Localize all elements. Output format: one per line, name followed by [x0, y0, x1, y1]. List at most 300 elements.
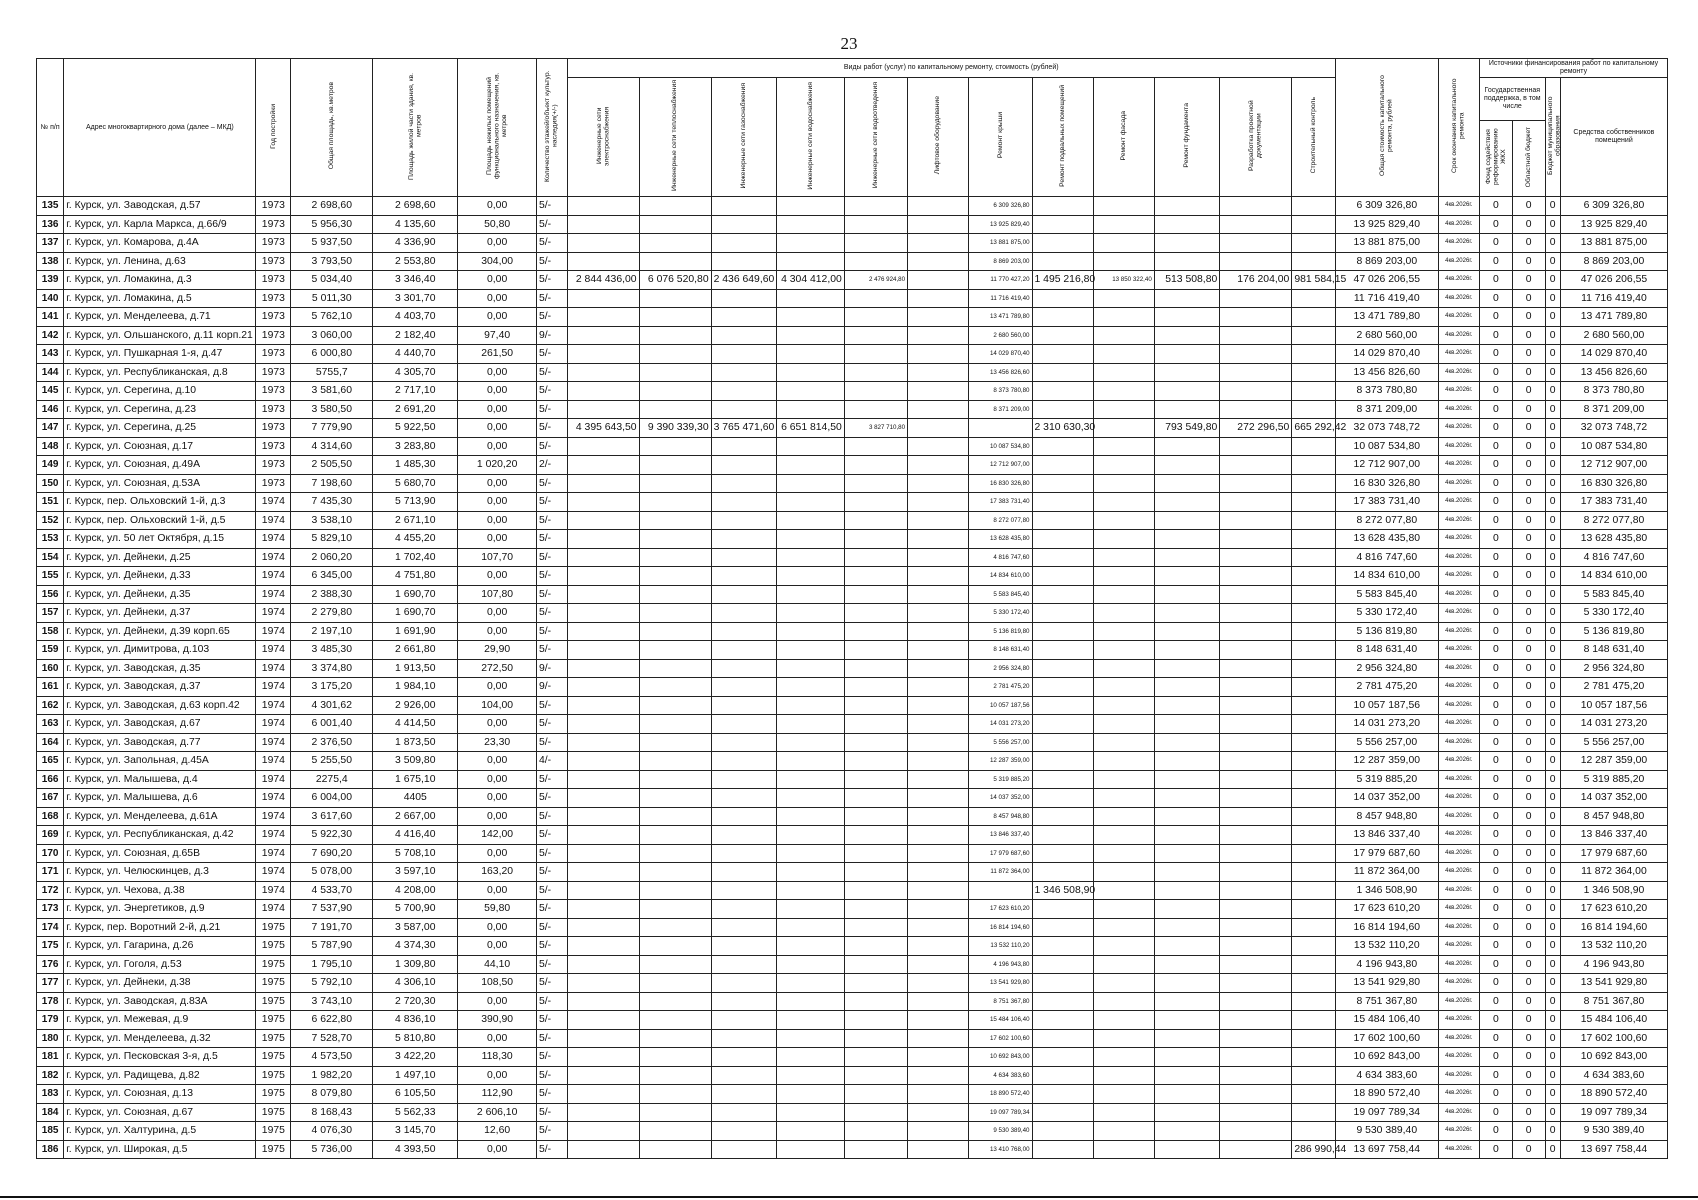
cell-rf: 17 979 687,60: [969, 844, 1032, 863]
cell-n: 149: [37, 456, 64, 475]
cell-na: 0,00: [458, 493, 537, 512]
table-row: [37, 1066, 1668, 1085]
cell-sw: [844, 715, 907, 734]
cell-fd: [1154, 382, 1220, 401]
table-row: [37, 363, 1668, 382]
cell-rf: 13 846 337,40: [969, 826, 1032, 845]
cell-sw: [844, 308, 907, 327]
cell-fc: [1093, 789, 1154, 808]
cell-dl: 4кв.2026г.: [1438, 641, 1479, 660]
table-row: [37, 937, 1668, 956]
cell-rf: 5 556 257,00: [969, 733, 1032, 752]
cell-pd: [1220, 641, 1292, 660]
cell-rf: 13 471 789,80: [969, 308, 1032, 327]
cell-el: 2 844 436,00: [567, 271, 639, 290]
cell-sw: [844, 197, 907, 216]
cell-n: 182: [37, 1066, 64, 1085]
cell-dl: 4кв.2026г.: [1438, 789, 1479, 808]
cell-ta: 3 175,20: [291, 678, 373, 697]
cell-rf: 8 869 203,00: [969, 252, 1032, 271]
cell-ws: [777, 696, 845, 715]
cell-pd: [1220, 1140, 1292, 1159]
cell-addr: г. Курск, пер. Воротний 2-й, д.21: [64, 918, 256, 937]
cell-ws: [777, 382, 845, 401]
cell-year: 1974: [256, 622, 291, 641]
cell-own: 4 196 943,80: [1560, 955, 1667, 974]
cell-f1: 0: [1480, 252, 1513, 271]
cell-el: [567, 974, 639, 993]
cell-pd: [1220, 900, 1292, 919]
table-row: [37, 863, 1668, 882]
cell-gs: [711, 197, 777, 216]
cell-la: 2 553,80: [373, 252, 458, 271]
cell-f2: 0: [1512, 567, 1545, 586]
cell-ta: 5755,7: [291, 363, 373, 382]
cell-f1: 0: [1480, 234, 1513, 253]
cell-dl: 4кв.2026г.: [1438, 437, 1479, 456]
cell-na: 0,00: [458, 530, 537, 549]
cell-sc: [1292, 733, 1336, 752]
cell-fd: [1154, 807, 1220, 826]
cell-f2: 0: [1512, 419, 1545, 438]
table-row: [37, 770, 1668, 789]
cell-dl: 4кв.2026г.: [1438, 363, 1479, 382]
cell-ws: [777, 1066, 845, 1085]
cell-rf: 5 583 845,40: [969, 585, 1032, 604]
cell-lf: [908, 715, 969, 734]
cell-sw: [844, 1122, 907, 1141]
cell-dl: 4кв.2026г.: [1438, 197, 1479, 216]
cell-sc: 981 584,15: [1292, 271, 1336, 290]
col-header-control: Строительный контроль: [1292, 78, 1336, 197]
cell-sw: [844, 1140, 907, 1159]
table-row: [37, 659, 1668, 678]
cell-ht: [639, 807, 711, 826]
cell-f3: 0: [1545, 437, 1560, 456]
cell-sc: [1292, 437, 1336, 456]
cell-addr: г. Курск, ул. Союзная, д.13: [64, 1085, 256, 1104]
cell-f1: 0: [1480, 1066, 1513, 1085]
cell-fl: 9/-: [536, 678, 567, 697]
cell-f1: 0: [1480, 456, 1513, 475]
cell-fc: [1093, 715, 1154, 734]
cell-sw: [844, 918, 907, 937]
cell-gs: [711, 715, 777, 734]
cell-ws: [777, 678, 845, 697]
cell-fl: 5/-: [536, 271, 567, 290]
cell-pd: [1220, 548, 1292, 567]
cell-f3: 0: [1545, 1140, 1560, 1159]
cell-sw: [844, 900, 907, 919]
cell-el: [567, 678, 639, 697]
cell-sc: [1292, 789, 1336, 808]
cell-el: [567, 1103, 639, 1122]
cell-fl: 5/-: [536, 900, 567, 919]
cell-addr: г. Курск, ул. Челюскинцев, д.3: [64, 863, 256, 882]
cell-f2: 0: [1512, 659, 1545, 678]
cell-own: 9 530 389,40: [1560, 1122, 1667, 1141]
cell-ht: [639, 400, 711, 419]
cell-tot: 10 057 187,56: [1335, 696, 1438, 715]
cell-tot: 12 287 359,00: [1335, 752, 1438, 771]
cell-addr: г. Курск, ул. Союзная, д.65В: [64, 844, 256, 863]
cell-sc: [1292, 881, 1336, 900]
cell-ta: 2 279,80: [291, 604, 373, 623]
cell-ht: [639, 585, 711, 604]
cell-ta: 2 698,60: [291, 197, 373, 216]
cell-sc: [1292, 641, 1336, 660]
cell-dl: 4кв.2026г.: [1438, 289, 1479, 308]
cell-la: 4 416,40: [373, 826, 458, 845]
cell-bs: [1032, 696, 1093, 715]
cell-gs: [711, 918, 777, 937]
cell-lf: [908, 789, 969, 808]
cell-addr: г. Курск, ул. Комарова, д.4А: [64, 234, 256, 253]
cell-gs: [711, 900, 777, 919]
cell-sc: [1292, 937, 1336, 956]
cell-f1: 0: [1480, 400, 1513, 419]
cell-la: 3 422,20: [373, 1048, 458, 1067]
cell-fc: [1093, 844, 1154, 863]
cell-lf: [908, 622, 969, 641]
cell-year: 1975: [256, 937, 291, 956]
cell-year: 1974: [256, 863, 291, 882]
cell-gs: [711, 289, 777, 308]
cell-rf: 14 037 352,00: [969, 789, 1032, 808]
cell-ht: [639, 622, 711, 641]
cell-bs: [1032, 807, 1093, 826]
cell-year: 1974: [256, 733, 291, 752]
cell-ws: [777, 1011, 845, 1030]
cell-own: 2 956 324,80: [1560, 659, 1667, 678]
cell-rf: 11 872 364,00: [969, 863, 1032, 882]
cell-addr: г. Курск, ул. Запольная, д.45А: [64, 752, 256, 771]
cell-addr: г. Курск, ул. Серегина, д.10: [64, 382, 256, 401]
cell-fl: 5/-: [536, 641, 567, 660]
cell-n: 170: [37, 844, 64, 863]
cell-dl: 4кв.2026г.: [1438, 937, 1479, 956]
cell-sw: [844, 530, 907, 549]
cell-rf: 13 881 875,00: [969, 234, 1032, 253]
cell-f3: 0: [1545, 715, 1560, 734]
cell-n: 148: [37, 437, 64, 456]
table-row: [37, 197, 1668, 216]
cell-year: 1975: [256, 1103, 291, 1122]
cell-year: 1975: [256, 1029, 291, 1048]
cell-fd: [1154, 493, 1220, 512]
cell-el: [567, 659, 639, 678]
cell-ta: 2 060,20: [291, 548, 373, 567]
cell-ta: 3 743,10: [291, 992, 373, 1011]
cell-f2: 0: [1512, 918, 1545, 937]
cell-bs: [1032, 622, 1093, 641]
cell-ta: 6 001,40: [291, 715, 373, 734]
cell-own: 14 029 870,40: [1560, 345, 1667, 364]
cell-gs: [711, 548, 777, 567]
cell-fc: [1093, 937, 1154, 956]
col-header-design: Разработка проектной документации: [1220, 78, 1292, 197]
cell-n: 145: [37, 382, 64, 401]
cell-f2: 0: [1512, 844, 1545, 863]
cell-fd: [1154, 400, 1220, 419]
cell-year: 1975: [256, 1085, 291, 1104]
cell-rf: 4 816 747,60: [969, 548, 1032, 567]
cell-fl: 5/-: [536, 789, 567, 808]
cell-lf: [908, 807, 969, 826]
cell-bs: [1032, 715, 1093, 734]
cell-f2: 0: [1512, 641, 1545, 660]
cell-f3: 0: [1545, 752, 1560, 771]
cell-f3: 0: [1545, 511, 1560, 530]
cell-la: 5 680,70: [373, 474, 458, 493]
cell-rf: 14 029 870,40: [969, 345, 1032, 364]
cell-gs: [711, 844, 777, 863]
cell-na: 0,00: [458, 363, 537, 382]
cell-na: 0,00: [458, 881, 537, 900]
cell-ta: 4 573,50: [291, 1048, 373, 1067]
cell-addr: г. Курск, ул. Союзная, д.67: [64, 1103, 256, 1122]
cell-pd: [1220, 511, 1292, 530]
cell-ws: [777, 474, 845, 493]
cell-na: 112,90: [458, 1085, 537, 1104]
cell-dl: 4кв.2026г.: [1438, 1048, 1479, 1067]
cell-rf: 17 623 610,20: [969, 900, 1032, 919]
cell-bs: [1032, 641, 1093, 660]
cell-la: 2 691,20: [373, 400, 458, 419]
cell-sc: [1292, 604, 1336, 623]
cell-gs: [711, 752, 777, 771]
cell-tot: 5 583 845,40: [1335, 585, 1438, 604]
cell-la: 1 873,50: [373, 733, 458, 752]
cell-dl: 4кв.2026г.: [1438, 678, 1479, 697]
cell-tot: 12 712 907,00: [1335, 456, 1438, 475]
cell-na: 261,50: [458, 345, 537, 364]
cell-na: 0,00: [458, 918, 537, 937]
table-row: [37, 1122, 1668, 1141]
cell-fl: 5/-: [536, 234, 567, 253]
cell-fl: 5/-: [536, 493, 567, 512]
cell-f1: 0: [1480, 493, 1513, 512]
cell-rf: 18 890 572,40: [969, 1085, 1032, 1104]
cell-ht: [639, 382, 711, 401]
cell-fd: 513 508,80: [1154, 271, 1220, 290]
table-row: [37, 715, 1668, 734]
cell-fd: [1154, 1066, 1220, 1085]
cell-f3: 0: [1545, 1048, 1560, 1067]
cell-fd: [1154, 548, 1220, 567]
cell-bs: [1032, 1048, 1093, 1067]
cell-lf: [908, 733, 969, 752]
cell-bs: [1032, 493, 1093, 512]
cell-na: 0,00: [458, 382, 537, 401]
cell-year: 1975: [256, 1011, 291, 1030]
cell-gs: [711, 382, 777, 401]
cell-lf: [908, 955, 969, 974]
cell-el: [567, 604, 639, 623]
cell-rf: 8 457 948,80: [969, 807, 1032, 826]
cell-ta: 4 533,70: [291, 881, 373, 900]
cell-na: 0,00: [458, 992, 537, 1011]
table-row: [37, 789, 1668, 808]
cell-sc: [1292, 1048, 1336, 1067]
cell-n: 139: [37, 271, 64, 290]
cell-na: 44,10: [458, 955, 537, 974]
cell-la: 4 336,90: [373, 234, 458, 253]
cell-sw: [844, 955, 907, 974]
cell-el: [567, 863, 639, 882]
cell-own: 8 373 780,80: [1560, 382, 1667, 401]
cell-pd: [1220, 1048, 1292, 1067]
cell-n: 146: [37, 400, 64, 419]
cell-ht: [639, 937, 711, 956]
cell-sc: 665 292,42: [1292, 419, 1336, 438]
cell-year: 1975: [256, 1066, 291, 1085]
cell-dl: 4кв.2026г.: [1438, 419, 1479, 438]
cell-el: [567, 215, 639, 234]
cell-addr: г. Курск, ул. Карла Маркса, д.66/9: [64, 215, 256, 234]
cell-f2: 0: [1512, 252, 1545, 271]
cell-sw: [844, 937, 907, 956]
cell-addr: г. Курск, ул. Дейнеки, д.35: [64, 585, 256, 604]
cell-fd: [1154, 826, 1220, 845]
cell-pd: [1220, 881, 1292, 900]
cell-tot: 14 834 610,00: [1335, 567, 1438, 586]
cell-sw: [844, 493, 907, 512]
cell-bs: [1032, 548, 1093, 567]
cell-na: 0,00: [458, 807, 537, 826]
cell-f1: 0: [1480, 955, 1513, 974]
cell-rf: 8 373 780,80: [969, 382, 1032, 401]
cell-fd: [1154, 234, 1220, 253]
cell-f3: 0: [1545, 400, 1560, 419]
cell-ta: 4 301,62: [291, 696, 373, 715]
cell-own: 11 872 364,00: [1560, 863, 1667, 882]
cell-pd: [1220, 863, 1292, 882]
cell-fl: 5/-: [536, 1011, 567, 1030]
cell-bs: [1032, 826, 1093, 845]
cell-pd: [1220, 585, 1292, 604]
cell-f1: 0: [1480, 918, 1513, 937]
cell-na: 2 606,10: [458, 1103, 537, 1122]
cell-f3: 0: [1545, 271, 1560, 290]
cell-sc: [1292, 234, 1336, 253]
cell-pd: [1220, 289, 1292, 308]
cell-f2: 0: [1512, 715, 1545, 734]
cell-rf: 12 287 359,00: [969, 752, 1032, 771]
cell-fc: [1093, 567, 1154, 586]
cell-fl: 2/-: [536, 456, 567, 475]
cell-lf: [908, 881, 969, 900]
table-row: [37, 345, 1668, 364]
cell-fd: [1154, 622, 1220, 641]
cell-gs: [711, 937, 777, 956]
cell-f1: 0: [1480, 659, 1513, 678]
cell-ht: [639, 252, 711, 271]
cell-lf: [908, 863, 969, 882]
cell-el: [567, 770, 639, 789]
cell-f2: 0: [1512, 955, 1545, 974]
cell-lf: [908, 678, 969, 697]
cell-tot: 5 319 885,20: [1335, 770, 1438, 789]
cell-year: 1974: [256, 789, 291, 808]
cell-gs: [711, 215, 777, 234]
cell-tot: 9 530 389,40: [1335, 1122, 1438, 1141]
cell-el: [567, 696, 639, 715]
cell-rf: 4 196 943,80: [969, 955, 1032, 974]
cell-gs: [711, 400, 777, 419]
cell-ht: [639, 1140, 711, 1159]
cell-ta: 5 762,10: [291, 308, 373, 327]
cell-ws: [777, 437, 845, 456]
cell-tot: 4 634 383,60: [1335, 1066, 1438, 1085]
cell-el: [567, 493, 639, 512]
cell-sc: [1292, 567, 1336, 586]
cell-fc: [1093, 456, 1154, 475]
cell-ta: 5 792,10: [291, 974, 373, 993]
cell-tot: 14 031 273,20: [1335, 715, 1438, 734]
cell-rf: 8 148 631,40: [969, 641, 1032, 660]
cell-la: 4 455,20: [373, 530, 458, 549]
cell-na: 0,00: [458, 437, 537, 456]
cell-na: 104,00: [458, 696, 537, 715]
cell-bs: [1032, 474, 1093, 493]
cell-addr: г. Курск, ул. Заводская, д.37: [64, 678, 256, 697]
cell-f3: 0: [1545, 1122, 1560, 1141]
cell-dl: 4кв.2026г.: [1438, 622, 1479, 641]
cell-rf: [969, 419, 1032, 438]
cell-f1: 0: [1480, 992, 1513, 1011]
cell-addr: г. Курск, ул. Дейнеки, д.33: [64, 567, 256, 586]
cell-pd: [1220, 937, 1292, 956]
cell-fl: 4/-: [536, 752, 567, 771]
cell-fd: [1154, 474, 1220, 493]
cell-f1: 0: [1480, 678, 1513, 697]
cell-n: 138: [37, 252, 64, 271]
cell-rf: 19 097 789,34: [969, 1103, 1032, 1122]
cell-addr: г. Курск, ул. Менделеева, д.61А: [64, 807, 256, 826]
cell-fd: [1154, 955, 1220, 974]
cell-year: 1974: [256, 567, 291, 586]
cell-fl: 5/-: [536, 567, 567, 586]
cell-ws: [777, 807, 845, 826]
cell-gs: [711, 955, 777, 974]
cell-rf: 16 830 326,80: [969, 474, 1032, 493]
cell-f3: 0: [1545, 844, 1560, 863]
cell-sw: [844, 863, 907, 882]
cell-ws: [777, 511, 845, 530]
cell-la: 1 309,80: [373, 955, 458, 974]
cell-sw: [844, 641, 907, 660]
cell-n: 164: [37, 733, 64, 752]
cell-tot: 11 716 419,40: [1335, 289, 1438, 308]
cell-addr: г. Курск, ул. 50 лет Октября, д.15: [64, 530, 256, 549]
cell-ht: [639, 326, 711, 345]
cell-fc: [1093, 992, 1154, 1011]
cell-na: 12,60: [458, 1122, 537, 1141]
cell-fc: [1093, 326, 1154, 345]
cell-bs: 1 495 216,80: [1032, 271, 1093, 290]
cell-fd: [1154, 252, 1220, 271]
cell-fl: 5/-: [536, 197, 567, 216]
cell-f2: 0: [1512, 363, 1545, 382]
cell-year: 1973: [256, 437, 291, 456]
cell-own: 8 751 367,80: [1560, 992, 1667, 1011]
cell-ws: [777, 918, 845, 937]
cell-sw: [844, 770, 907, 789]
cell-ht: [639, 641, 711, 660]
cell-dl: 4кв.2026г.: [1438, 1103, 1479, 1122]
cell-f1: 0: [1480, 474, 1513, 493]
